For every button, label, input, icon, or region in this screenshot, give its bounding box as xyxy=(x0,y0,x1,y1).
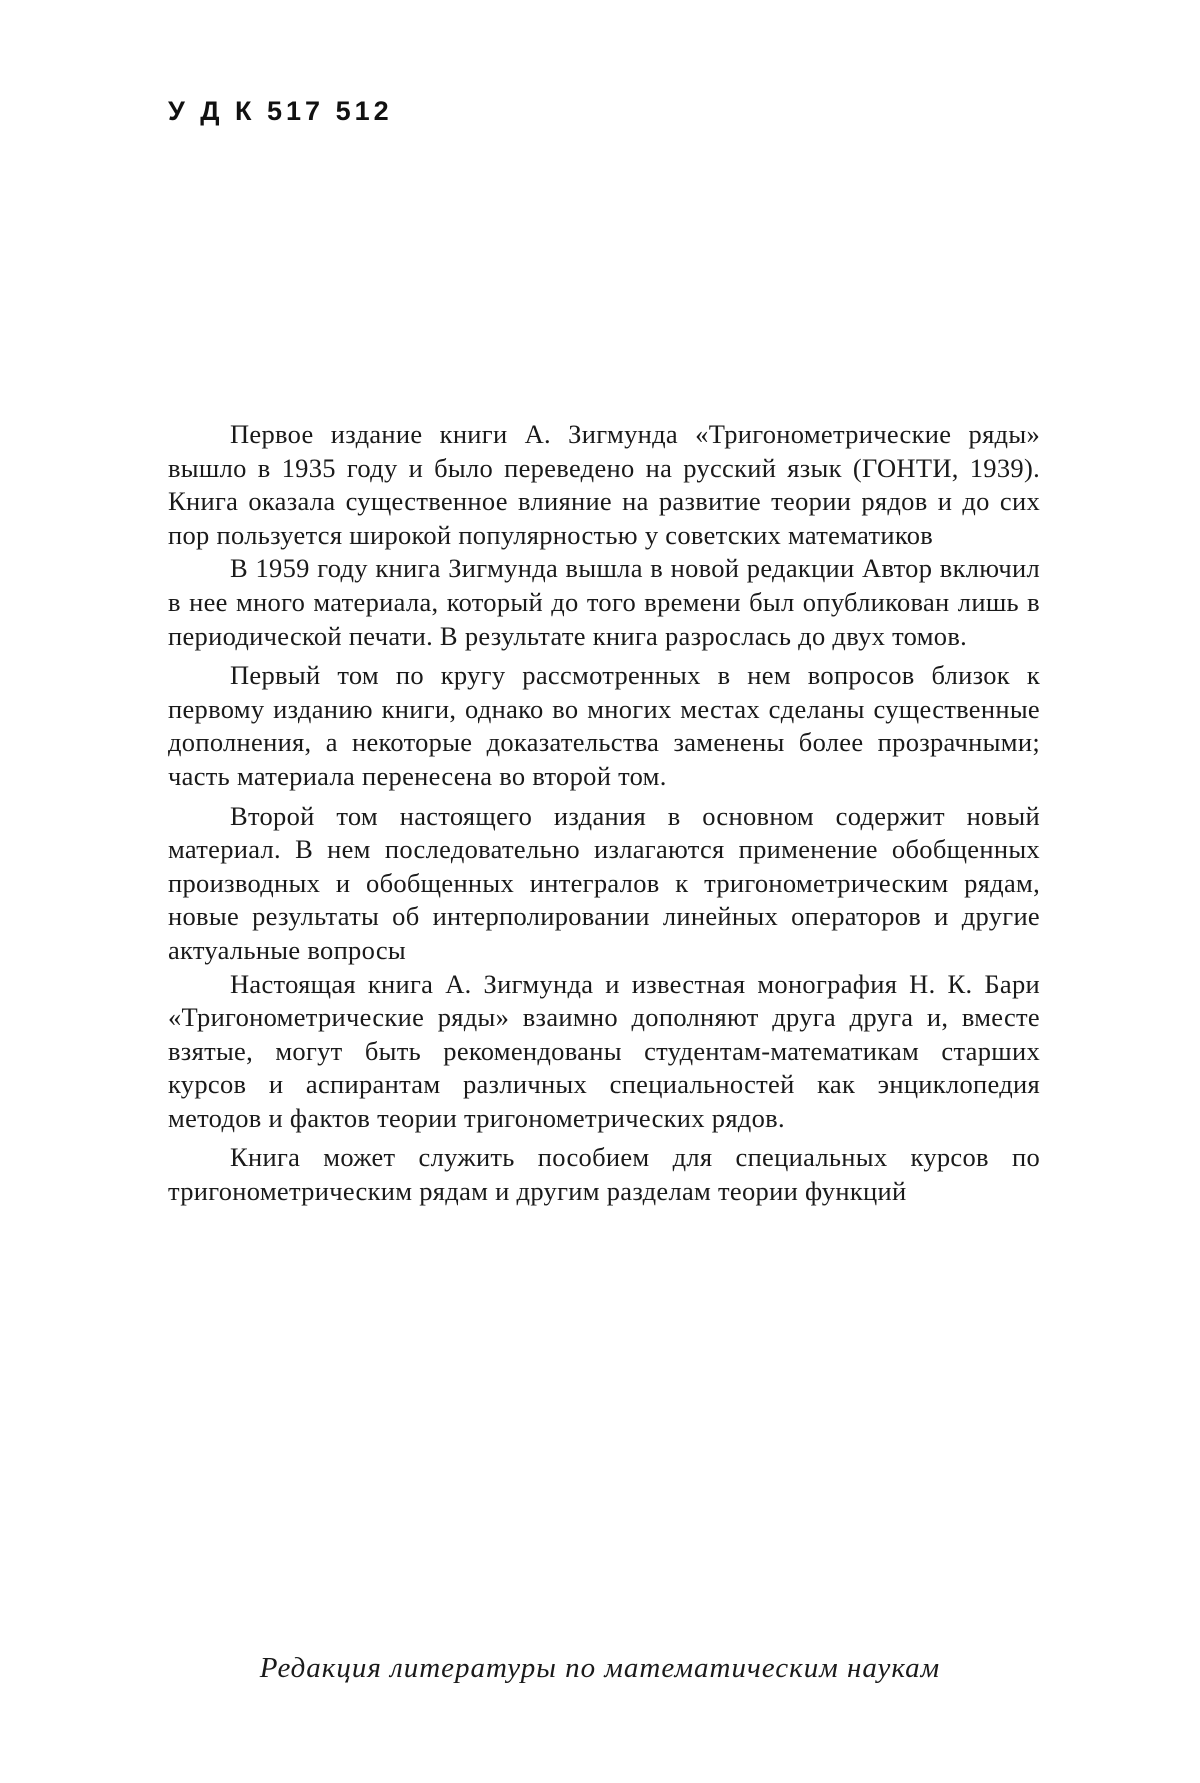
paragraph-course-use: Книга может служить пособием для специальных курсов по тригонометрическим рядам и другим разделам теории функций xyxy=(168,1142,1040,1207)
editorial-footer: Редакция литературы по математическим наукам xyxy=(259,1652,941,1684)
paragraph-new-edition: В 1959 году книга Зигмунда вышла в новой редакции Автор включил в нее много материала, который до того времени был опубликован лишь в периодической печати. В результате книга разрослась до двух томов. xyxy=(168,553,1040,651)
annotation-text xyxy=(168,418,1040,1209)
paragraph-second-volume: Второй том настоящего издания в основном содержит новый материал. В нем последовательно излагаются применение обобщенных производных и обобщенных интегралов к тригонометрическим рядам, новые результаты об интерполировании линейных операторов и другие актуальные вопросы xyxy=(168,800,1040,965)
paragraph-first-edition: Первое издание книги А. Зигмунда «Тригонометрические ряды» вышло в 1935 году и было переведено на русский язык (ГОНТИ, 1939). Книга оказала существенное влияние на развитие теории рядов и до сих пор пользуется широкой популярностью у советских математиков xyxy=(168,419,1040,550)
paragraph-bari-monograph: Настоящая книга А. Зигмунда и известная монография Н. К. Бари «Тригонометрические ряды» взаимно дополняют друга друга и, вместе взятые, могут быть рекомендованы студентам-математикам старших курсов и аспирантам различных специальностей как энциклопедия методов и фактов теории тригонометрических рядов. xyxy=(168,968,1040,1133)
udk-code: У Д К 517 512 xyxy=(168,96,393,126)
paragraph-first-volume: Первый том по кругу рассмотренных в нем вопросов близок к первому изданию книги, однако во многих местах сделаны существенные дополнения, а некоторые доказательства заменены более прозрачными; часть материала перенесена во второй том. xyxy=(168,660,1040,791)
